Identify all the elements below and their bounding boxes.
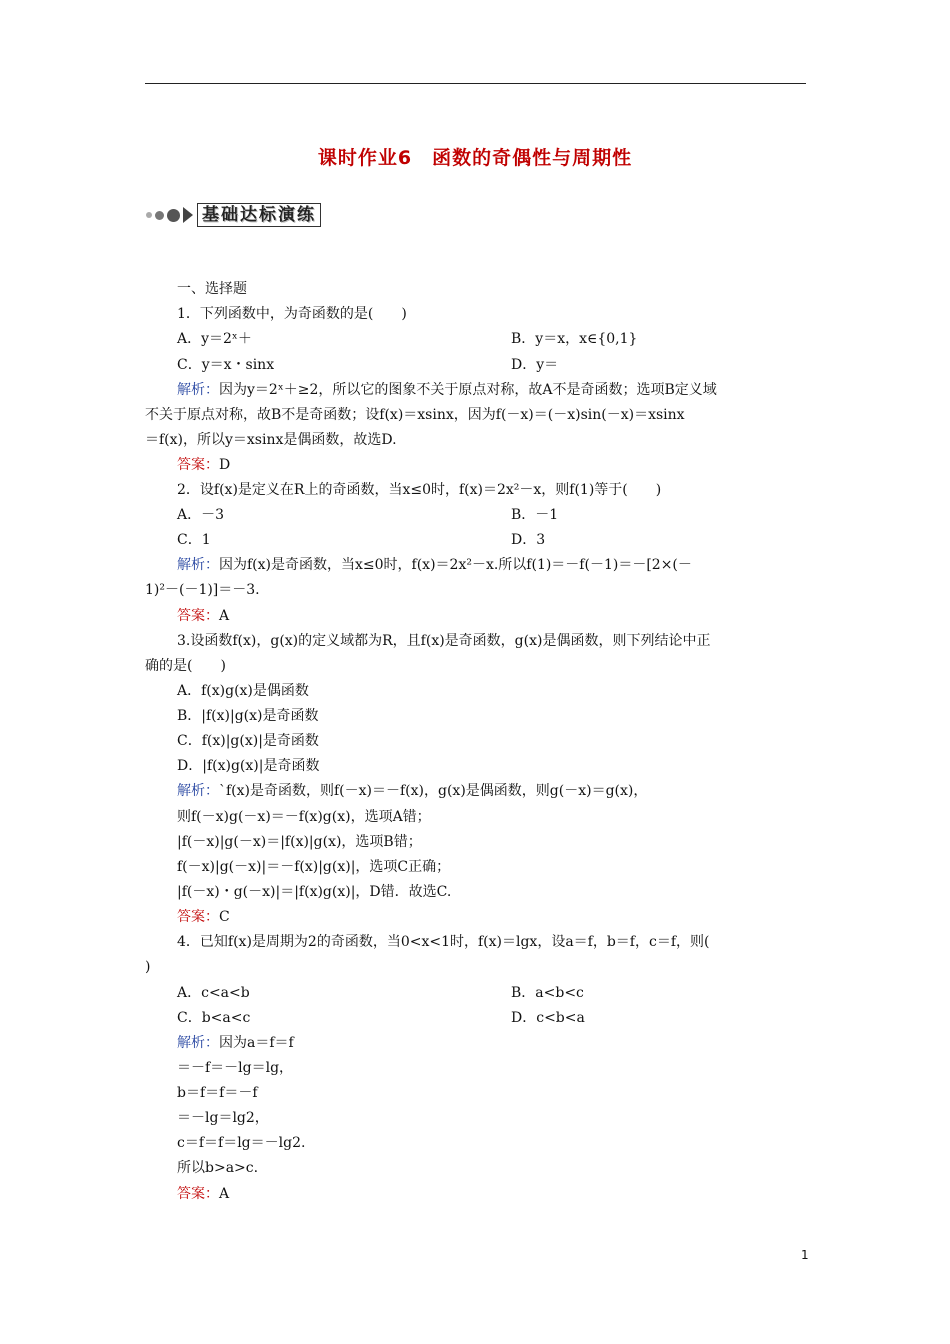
section-banner <box>146 203 321 227</box>
q4-solution-line <box>177 1034 294 1052</box>
q4-stem: ) <box>145 959 151 975</box>
q4-option-c: C．b<a<c <box>177 1010 251 1026</box>
page-number: 1 <box>801 1248 809 1262</box>
q1-solution-line <box>177 381 717 399</box>
q4-option-a: A．c<a<b <box>177 985 250 1001</box>
solution-label: 解析： <box>177 1035 219 1051</box>
q3-stem: 确的是( ) <box>145 658 226 674</box>
section-heading: 一、选择题 <box>177 281 247 297</box>
q3-solution-line: |f(－x)|g(－x)＝|f(x)|g(x)，选项B错； <box>177 834 422 850</box>
q1-solution-line: 不关于原点对称，故B不是奇函数；设f(x)＝xsinx，因为f(－x)＝(－x)sin(－x)＝xsinx <box>145 407 685 423</box>
q4-solution-line: b＝f＝f＝－f <box>177 1085 258 1101</box>
q3-stem: 3.设函数f(x)，g(x)的定义域都为R，且f(x)是奇函数，g(x)是偶函数，则下列结论中正 <box>177 633 711 649</box>
q2-solution-line <box>177 556 692 574</box>
solution-label: 解析： <box>177 783 219 799</box>
q1-answer <box>177 456 230 474</box>
q4-stem: 4．已知f(x)是周期为2的奇函数，当0<x<1时，f(x)＝lgx，设a＝f，b＝f，c＝f，则( <box>177 934 710 950</box>
answer-label: 答案： <box>177 909 219 925</box>
q3-solution-line <box>177 782 647 800</box>
arrow-icon <box>183 207 193 223</box>
answer-value: A <box>219 1186 230 1202</box>
q3-option-a: A．f(x)g(x)是偶函数 <box>177 683 309 699</box>
q4-solution-line: ＝－lg＝lg2， <box>177 1110 269 1126</box>
q1-option-c: C．y＝x・sinx <box>177 357 275 373</box>
q4-answer <box>177 1185 229 1203</box>
q3-solution-line: 则f(－x)g(－x)＝－f(x)g(x)，选项A错； <box>177 809 431 825</box>
q2-solution-line: 1)²－(－1)]＝－3. <box>145 582 260 598</box>
dot-icon <box>146 212 152 218</box>
q3-option-d: D．|f(x)g(x)|是奇函数 <box>177 758 320 774</box>
answer-label: 答案： <box>177 1186 219 1202</box>
q1-option-a: A．y＝2ˣ＋ <box>177 331 252 347</box>
q3-solution-line: |f(－x)・g(－x)|＝|f(x)g(x)|，D错．故选C. <box>177 884 452 900</box>
solution-label: 解析： <box>177 382 219 398</box>
solution-label: 解析： <box>177 557 219 573</box>
answer-value: D <box>219 457 231 473</box>
q4-option-b: B．a<b<c <box>511 985 584 1001</box>
solution-text: 因为y＝2ˣ＋≥2，所以它的图象不关于原点对称，故A不是奇函数；选项B定义域 <box>219 382 717 398</box>
solution-text: `f(x)是奇函数，则f(－x)＝－f(x)，g(x)是偶函数，则g(－x)＝g(x)， <box>219 783 648 799</box>
q2-option-d: D．3 <box>511 532 546 548</box>
q4-solution-line: c＝f＝f＝lg＝－lg2. <box>177 1135 306 1151</box>
q2-option-a: A．－3 <box>177 507 225 523</box>
answer-value: C <box>219 909 230 925</box>
solution-text: 因为a＝f＝f <box>219 1035 294 1051</box>
banner-label: 基础达标演练 <box>197 203 321 227</box>
dot-icon <box>155 211 164 220</box>
page-title: 课时作业6 函数的奇偶性与周期性 <box>317 147 633 169</box>
q2-option-b: B．－1 <box>511 507 559 523</box>
answer-value: A <box>219 608 230 624</box>
q2-option-c: C．1 <box>177 532 211 548</box>
q2-stem: 2．设f(x)是定义在R上的奇函数，当x≤0时，f(x)＝2x²－x，则f(1)等于( ) <box>177 482 662 498</box>
dot-icon <box>167 209 180 222</box>
q2-answer <box>177 607 229 625</box>
q3-option-b: B．|f(x)|g(x)是奇函数 <box>177 708 319 724</box>
q3-option-c: C．f(x)|g(x)|是奇函数 <box>177 733 319 749</box>
q1-solution-line: ＝f(x)，所以y＝xsinx是偶函数，故选D. <box>145 432 397 448</box>
q3-solution-line: f(－x)|g(－x)|＝－f(x)|g(x)|，选项C正确； <box>177 859 451 875</box>
answer-label: 答案： <box>177 457 219 473</box>
q4-solution-line: 所以b>a>c. <box>177 1160 259 1176</box>
answer-label: 答案： <box>177 608 219 624</box>
q1-option-d: D．y＝ <box>511 357 559 373</box>
q4-solution-line: ＝－f＝－lg＝lg， <box>177 1060 294 1076</box>
q1-stem: 1．下列函数中，为奇函数的是( ) <box>177 306 407 322</box>
header-rule <box>145 83 806 84</box>
q4-option-d: D．c<b<a <box>511 1010 585 1026</box>
solution-text: 因为f(x)是奇函数，当x≤0时，f(x)＝2x²－x.所以f(1)＝－f(－1)＝－[2×(－ <box>219 557 692 573</box>
q3-answer <box>177 908 230 926</box>
q1-option-b: B．y＝x，x∈{0,1} <box>511 331 638 347</box>
